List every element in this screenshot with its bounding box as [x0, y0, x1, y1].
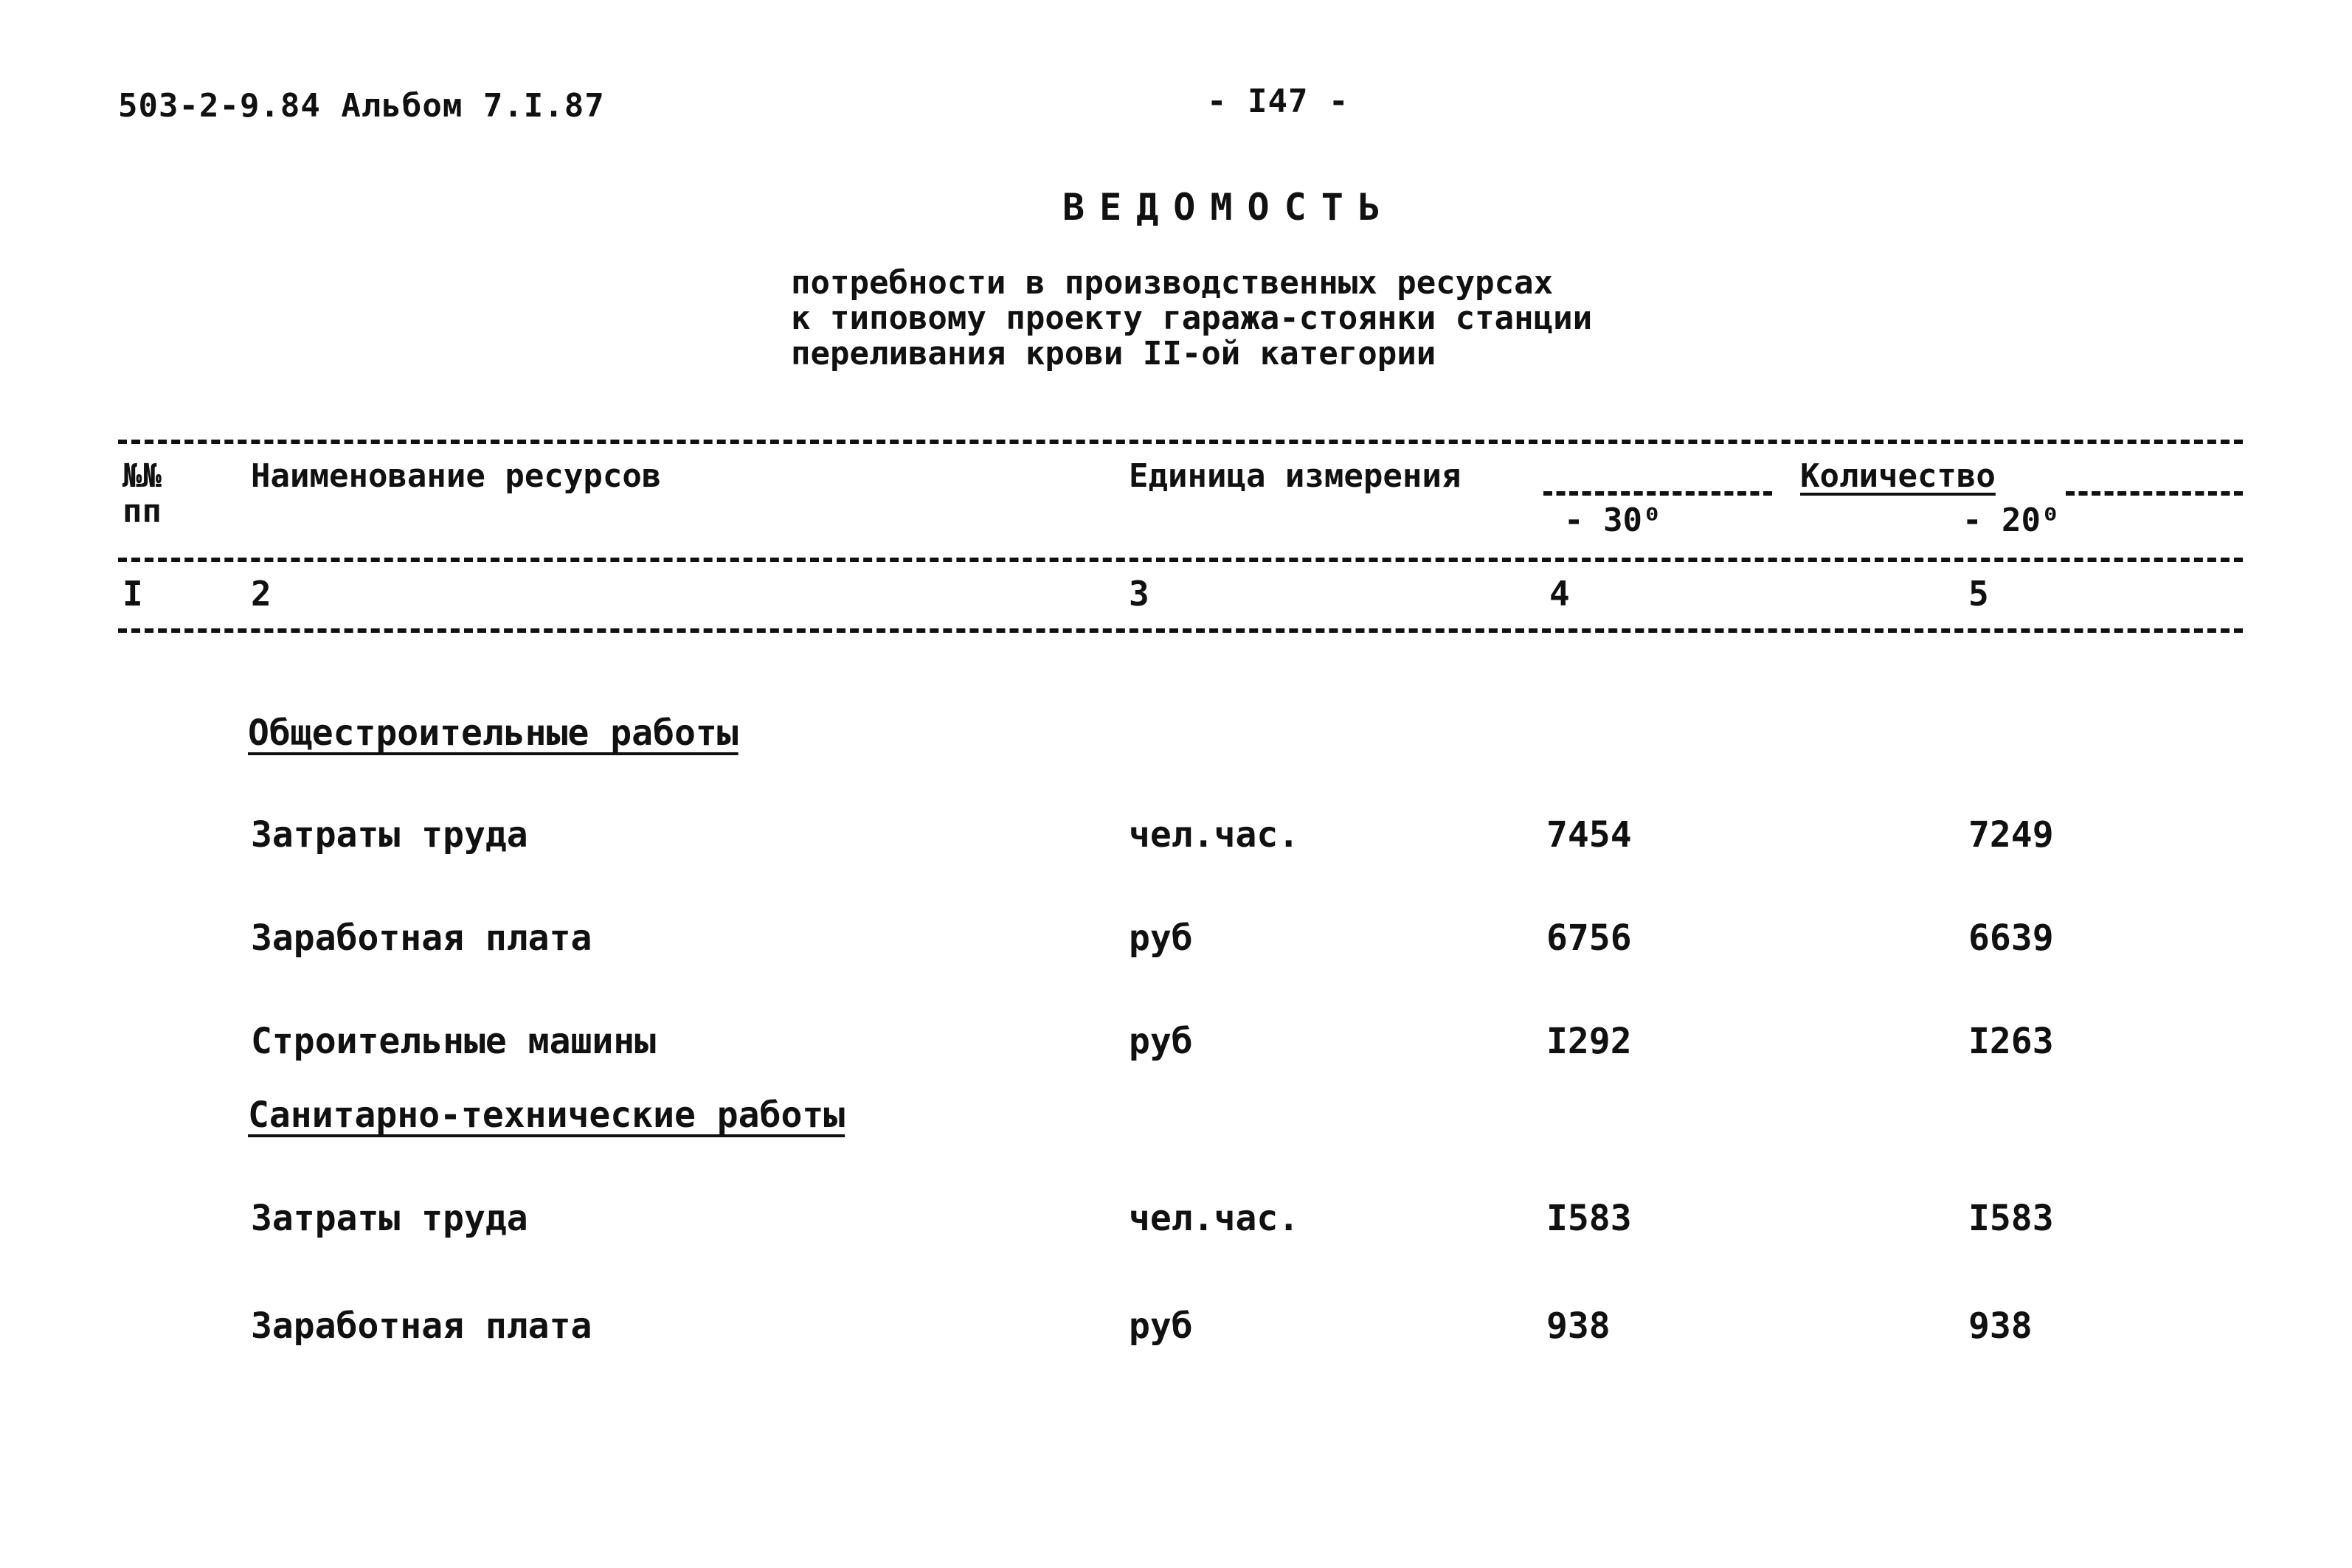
row-q1: 7454: [1546, 814, 1632, 856]
row-q2: I263: [1968, 1021, 2054, 1062]
table-top-rule: [118, 440, 2243, 444]
row-unit: руб: [1129, 1021, 1193, 1062]
header-bottom-rule: [118, 558, 2243, 562]
row-q1: I292: [1546, 1021, 1632, 1062]
row-q1: 6756: [1546, 917, 1632, 959]
row-q2: I583: [1968, 1198, 2054, 1239]
quantity-rule-right: [2066, 491, 2243, 496]
row-unit: руб: [1129, 917, 1193, 959]
col-head-num: №№: [122, 457, 162, 495]
row-unit: руб: [1129, 1305, 1193, 1347]
col-number-3: 3: [1129, 574, 1149, 614]
column-numbers-rule: [118, 628, 2243, 633]
row-name: Строительные машины: [251, 1021, 657, 1062]
section-title: Общестроительные работы: [248, 712, 739, 754]
row-q1: 938: [1546, 1305, 1611, 1347]
row-unit: чел.час.: [1129, 814, 1300, 856]
col-head-q2: - 20⁰: [1962, 502, 2061, 539]
col-head-q1: - 30⁰: [1564, 502, 1662, 539]
col-number-5: 5: [1968, 574, 1989, 614]
row-name: Затраты труда: [251, 1198, 528, 1239]
row-q2: 938: [1968, 1305, 2033, 1347]
col-head-name: Наименование ресурсов: [251, 457, 662, 495]
row-q1: I583: [1546, 1198, 1632, 1239]
row-q2: 6639: [1968, 917, 2054, 959]
subtitle-line-2: к типовому проекту гаража-стоянки станции: [791, 299, 1593, 337]
document-code: 503-2-9.84 Альбом 7.I.87: [118, 87, 605, 125]
row-q2: 7249: [1968, 814, 2054, 856]
row-name: Затраты труда: [251, 814, 528, 856]
page-number: - I47 -: [1207, 83, 1349, 120]
subtitle-line-3: переливания крови II-ой категории: [791, 335, 1436, 372]
section-title: Санитарно-технические работы: [248, 1095, 845, 1136]
row-name: Заработная плата: [251, 1305, 592, 1347]
document-title: ВЕДОМОСТЬ: [1062, 186, 1395, 229]
col-number-2: 2: [251, 574, 271, 614]
col-head-unit: Единица измерения: [1129, 457, 1462, 495]
row-unit: чел.час.: [1129, 1198, 1300, 1239]
col-head-quantity: Количество: [1800, 457, 1996, 495]
subtitle-line-1: потребности в производственных ресурсах: [791, 264, 1554, 302]
col-number-4: 4: [1549, 574, 1570, 614]
col-number-1: I: [122, 574, 143, 614]
row-name: Заработная плата: [251, 917, 592, 959]
quantity-rule-left: [1543, 491, 1772, 496]
col-head-num-sub: пп: [122, 493, 162, 530]
